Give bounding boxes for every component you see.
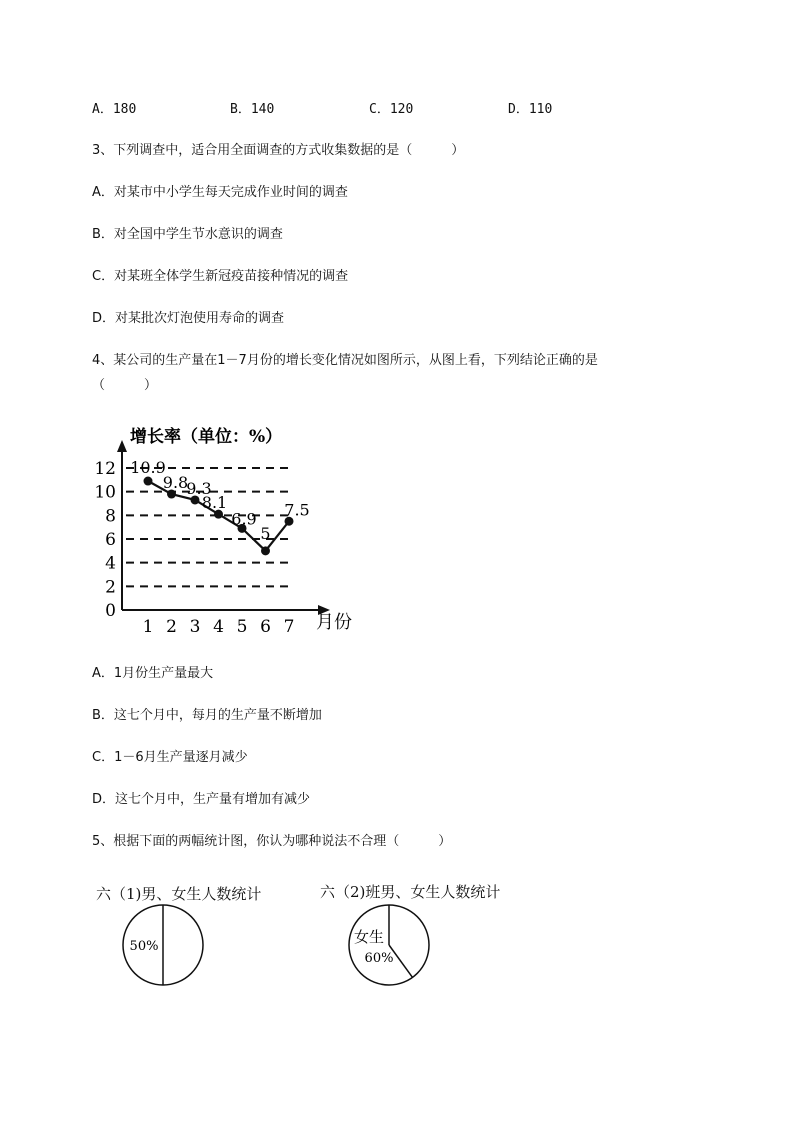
q4-option-c: C．1－6月生产量逐月减少	[92, 750, 248, 765]
x-tick-label: 4	[213, 617, 224, 637]
x-tick-label: 7	[283, 617, 295, 637]
growth-rate-chart	[90, 420, 370, 640]
data-label: 6.9	[231, 509, 257, 529]
q4-stem: 4、某公司的生产量在1－7月份的增长变化情况如图所示，从图上看，下列结论正确的是	[92, 353, 598, 368]
data-label: 8.1	[201, 493, 228, 513]
data-label: 7.5	[284, 500, 310, 520]
y-tick-label: 8	[105, 506, 116, 527]
option-a: A．180	[92, 102, 137, 117]
q3-option-d: D．对某批次灯泡使用寿命的调查	[92, 311, 285, 326]
q4-option-a: A．1月份生产量最大	[92, 666, 214, 681]
pie2-title: 六（2)班男、女生人数统计	[320, 883, 501, 901]
pie2-label-pct: 60%	[364, 951, 394, 966]
x-tick-label: 5	[236, 617, 248, 637]
q3-option-c: C．对某班全体学生新冠疫苗接种情况的调查	[92, 269, 349, 284]
y-tick-label: 0	[105, 601, 116, 621]
pie1-chart	[118, 900, 208, 990]
x-tick-label: 1	[142, 617, 154, 637]
option-b: B．140	[230, 102, 275, 117]
option-d: D．110	[508, 102, 553, 117]
data-label: 9.8	[162, 473, 189, 493]
y-tick-label: 4	[105, 553, 116, 574]
y-tick-label: 2	[105, 577, 116, 598]
pie1-title: 六（1)男、女生人数统计	[96, 885, 262, 903]
data-label: 9.3	[186, 478, 212, 498]
data-label: 5	[260, 523, 271, 543]
pie2-chart	[344, 900, 434, 990]
pie2-label-girls: 女生	[353, 928, 385, 946]
x-axis-label: 月份	[316, 612, 352, 633]
x-tick-label: 3	[189, 617, 201, 637]
option-c: C．120	[369, 102, 414, 117]
q3-option-b: B．对全国中学生节水意识的调查	[92, 227, 283, 242]
q3-option-a: A．对某市中小学生每天完成作业时间的调查	[92, 185, 348, 200]
y-tick-label: 12	[94, 459, 116, 479]
x-tick-label: 6	[260, 617, 271, 637]
data-point	[144, 477, 153, 486]
q4-stem-paren: （ ）	[92, 378, 158, 393]
y-tick-label: 10	[94, 482, 116, 503]
q5-stem: 5、根据下面的两幅统计图，你认为哪种说法不合理（ ）	[92, 834, 452, 849]
chart-title: 增长率（单位：%）	[130, 427, 283, 447]
y-tick-label: 6	[105, 530, 116, 550]
q4-option-d: D．这七个月中，生产量有增加有减少	[92, 792, 311, 807]
x-tick-label: 2	[166, 617, 177, 637]
pie1-label: 50%	[129, 939, 159, 954]
q3-stem: 3、下列调查中，适合用全面调查的方式收集数据的是（ ）	[92, 143, 465, 158]
data-label: 10.9	[130, 458, 166, 478]
q4-option-b: B．这七个月中，每月的生产量不断增加	[92, 708, 322, 723]
data-point	[261, 546, 270, 555]
y-axis-arrow	[117, 440, 127, 452]
